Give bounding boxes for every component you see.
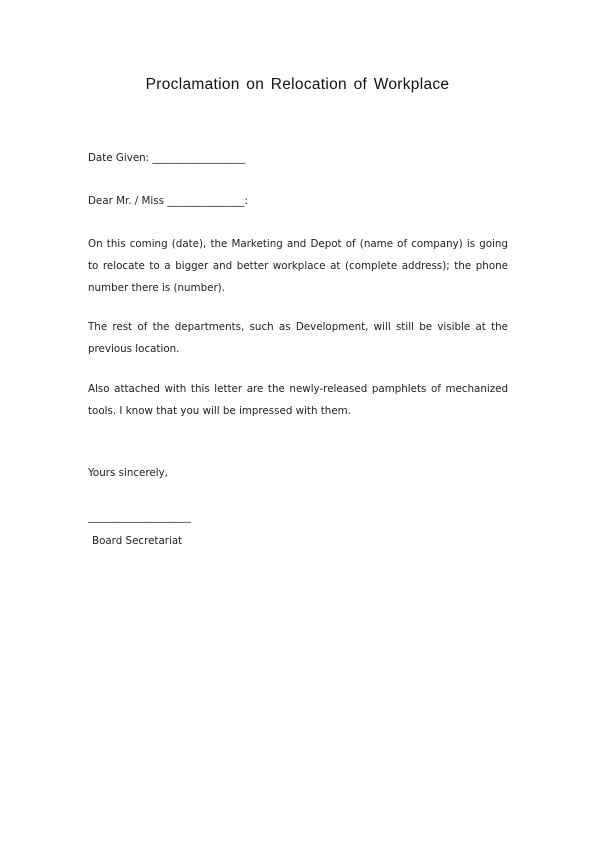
paragraph-attachments: Also attached with this letter are the newly-released pamphlets of mechanized tools. I know that you will be impressed with them. xyxy=(88,383,508,417)
paragraph-remaining-departments: The rest of the departments, such as Development, will still be visible at the previous location. xyxy=(88,321,508,355)
signer-name: Board Secretariat xyxy=(92,535,183,547)
date-line: Date Given: __________________ xyxy=(88,152,246,164)
closing: Yours sincerely, xyxy=(88,467,168,479)
salutation: Dear Mr. / Miss _______________: xyxy=(88,195,248,207)
document-title: Proclamation on Relocation of Workplace xyxy=(145,76,450,93)
paragraph-relocation: On this coming (date), the Marketing and Depot of (name of company) is going to relocate to a bigger and better workplace at (complete address); the phone number there is (number). xyxy=(88,238,508,294)
signature-line: ____________________ xyxy=(88,511,191,523)
